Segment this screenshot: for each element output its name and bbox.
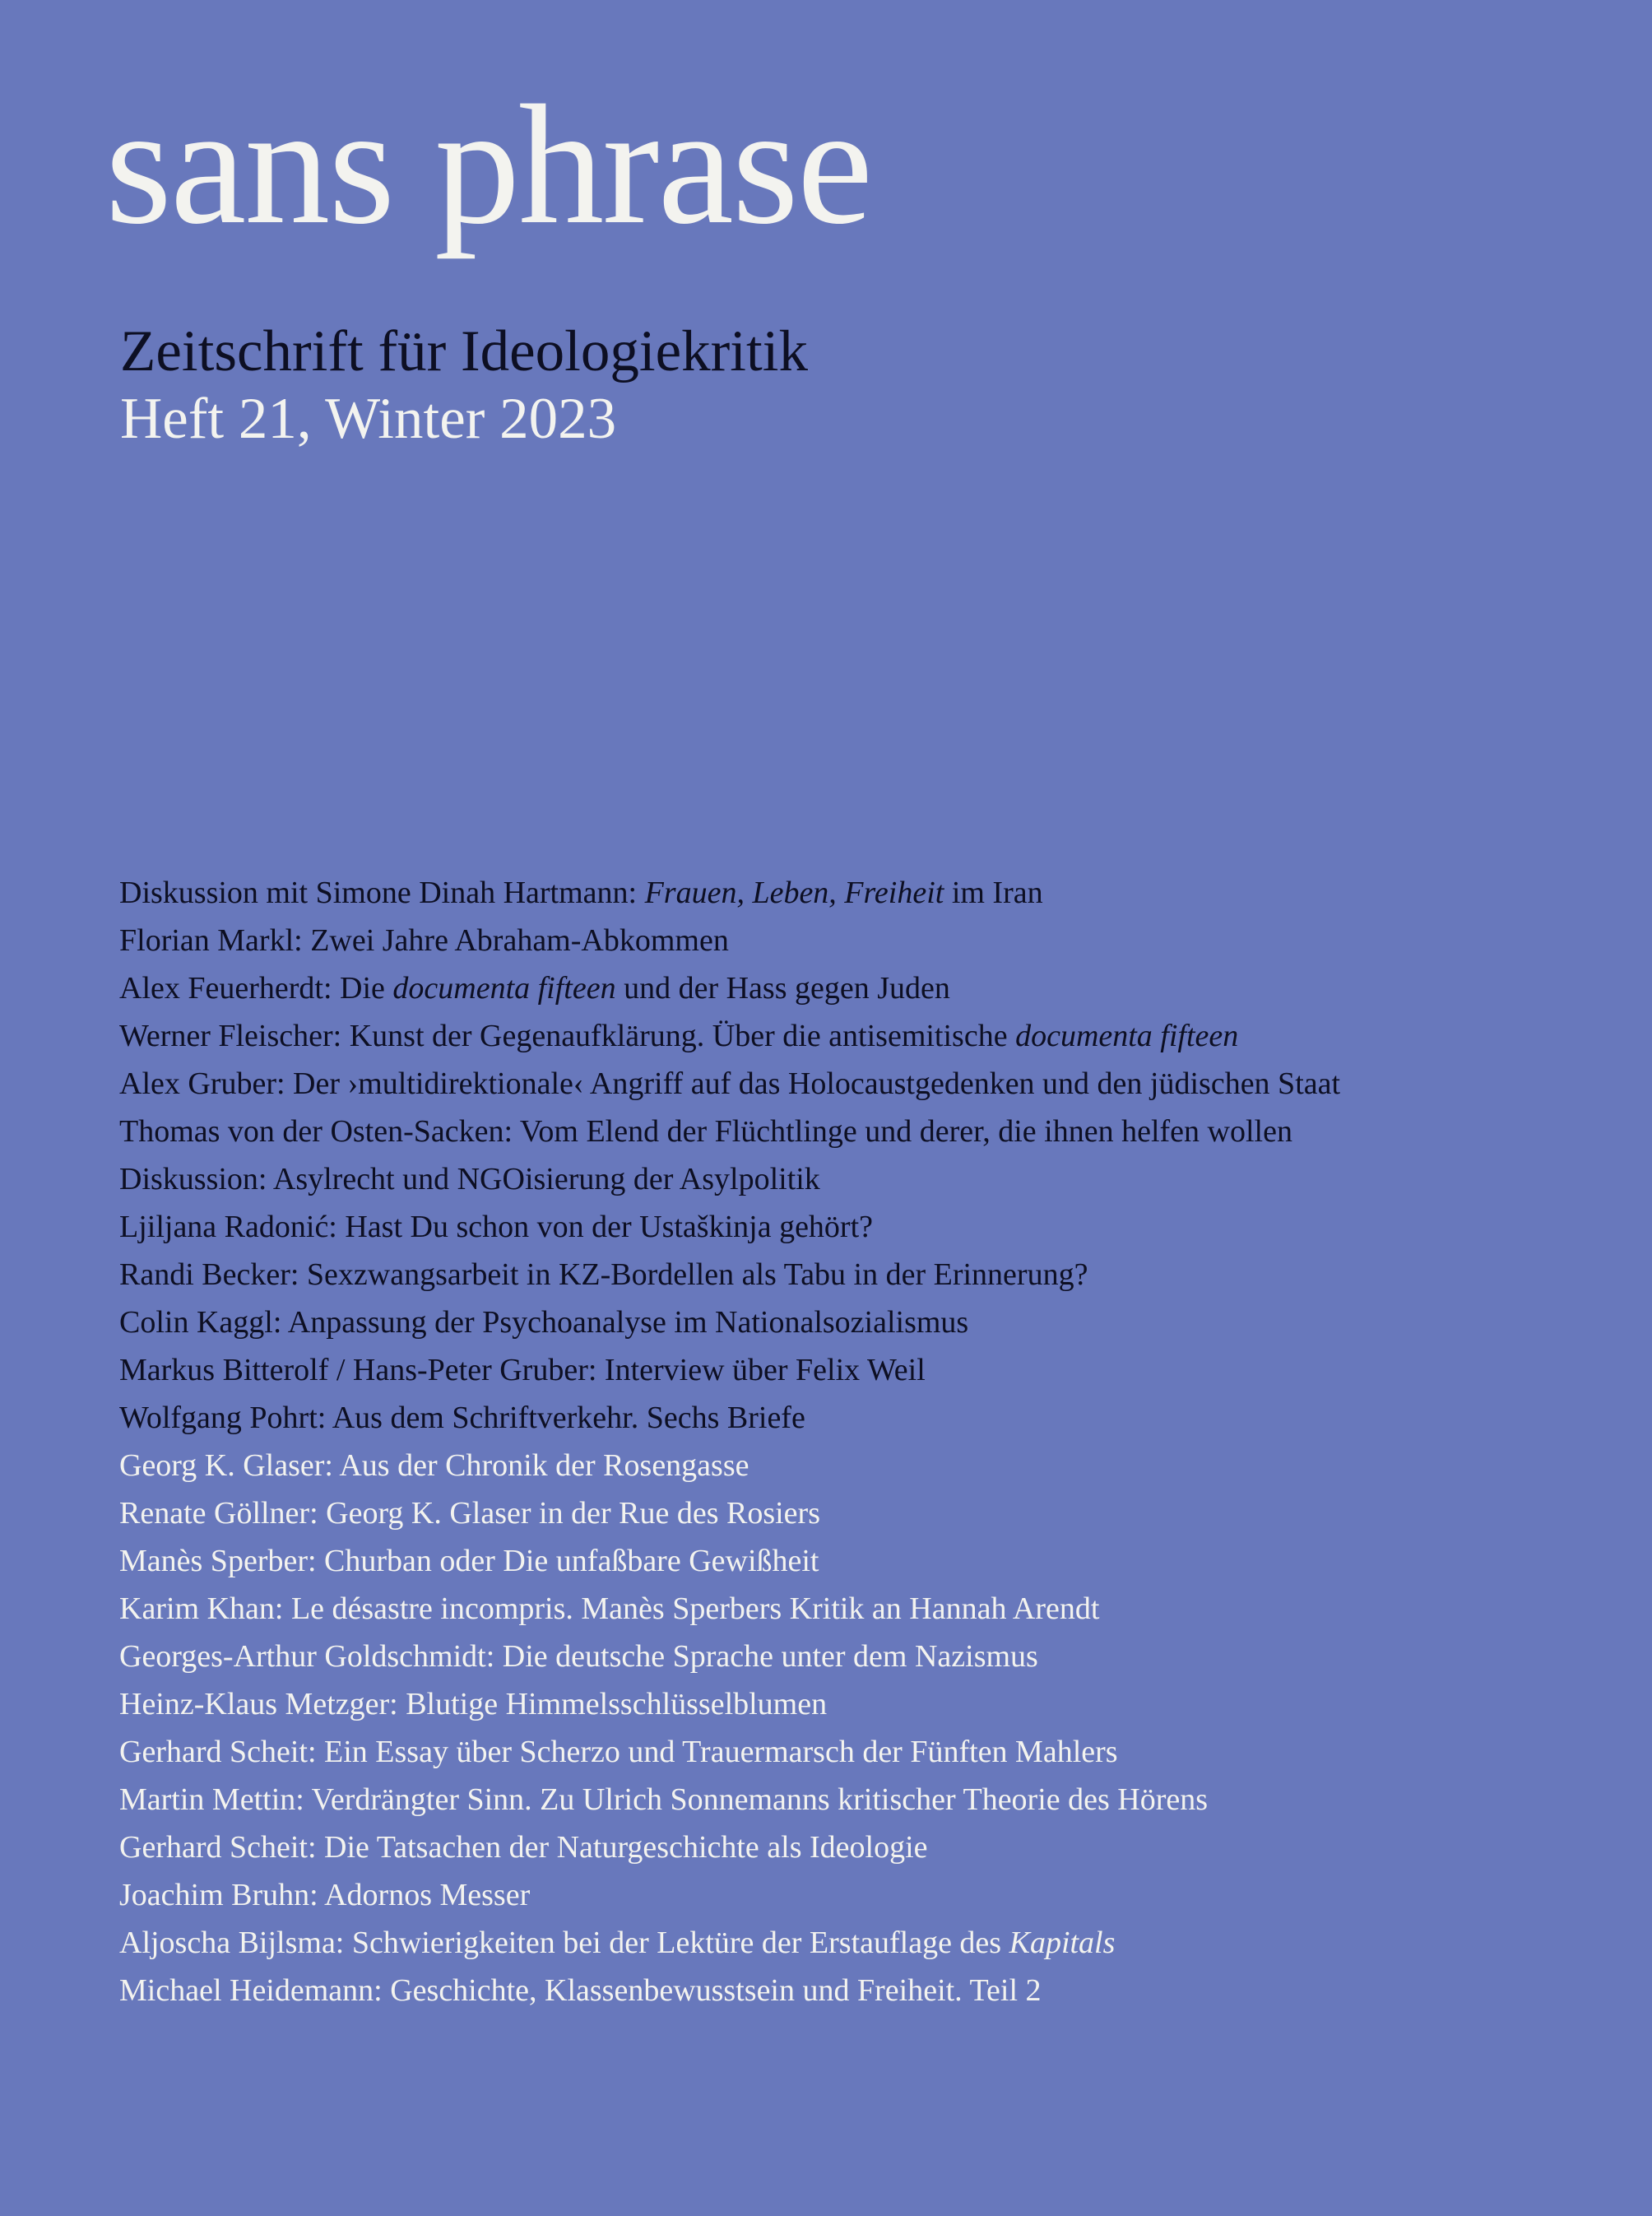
toc-item-text: Kapitals [1009, 1926, 1116, 1960]
toc-item [119, 917, 1340, 964]
toc-item [119, 1776, 1340, 1823]
toc-item [119, 1394, 1340, 1442]
toc-item-text: Randi Becker: Sexzwangsarbeit in KZ-Bordellen als Tabu in der Erinnerung? [119, 1257, 1088, 1292]
toc-item [119, 1251, 1340, 1298]
toc-item-text: Ljiljana Radonić: Hast Du schon von der Ustaškinja gehört? [119, 1210, 874, 1244]
toc-item [119, 1585, 1340, 1633]
toc-item [119, 1203, 1340, 1251]
toc-item-text: Diskussion mit Simone Dinah Hartmann: [119, 876, 645, 910]
toc-item-text: Colin Kaggl: Anpassung der Psychoanalyse im Nationalsozialismus [119, 1305, 969, 1340]
toc-item-text: documenta fifteen [1015, 1019, 1239, 1053]
toc-item-text: Joachim Bruhn: Adornos Messer [119, 1878, 531, 1912]
toc-item-text: Aljoscha Bijlsma: Schwierigkeiten bei der Lektüre der Erstauflage des [119, 1926, 1009, 1960]
toc-item [119, 1633, 1340, 1680]
toc-item [119, 1823, 1340, 1871]
toc-item-text: Gerhard Scheit: Ein Essay über Scherzo und Trauermarsch der Fünften Mahlers [119, 1735, 1118, 1769]
toc-item-text: Alex Feuerherdt: Die [119, 971, 393, 1006]
toc-item [119, 1346, 1340, 1394]
toc-item-text: Michael Heidemann: Geschichte, Klassenbewusstsein und Freiheit. Teil 2 [119, 1973, 1042, 2008]
toc-item [119, 1919, 1340, 1967]
toc-item-text: Frauen, Leben, Freiheit [644, 876, 944, 910]
toc-item-text: Martin Mettin: Verdrängter Sinn. Zu Ulrich Sonnemanns kritischer Theorie des Hörens [119, 1782, 1209, 1817]
journal-subtitle: Zeitschrift für Ideologiekritik [120, 319, 808, 383]
toc-item [119, 1298, 1340, 1346]
toc-item-text: documenta fifteen [392, 971, 616, 1006]
toc-item-text: Markus Bitterolf / Hans-Peter Gruber: Interview über Felix Weil [119, 1353, 926, 1387]
toc-item-text: im Iran [944, 876, 1043, 910]
toc-item [119, 1442, 1340, 1489]
toc-item-text: Florian Markl: Zwei Jahre Abraham-Abkommen [119, 923, 729, 958]
toc-item [119, 1537, 1340, 1585]
toc-item-text: Heinz-Klaus Metzger: Blutige Himmelsschlüsselblumen [119, 1687, 828, 1721]
toc-item-text: Wolfgang Pohrt: Aus dem Schriftverkehr. Sechs Briefe [119, 1401, 805, 1435]
toc-item-text: Gerhard Scheit: Die Tatsachen der Naturgeschichte als Ideologie [119, 1830, 928, 1865]
toc-item [119, 1967, 1340, 2014]
toc-item-text: Diskussion: Asylrecht und NGOisierung der Asylpolitik [119, 1162, 820, 1196]
toc-item [119, 1680, 1340, 1728]
toc-item [119, 1012, 1340, 1060]
issue-line: Heft 21, Winter 2023 [120, 387, 617, 451]
toc-item-text: Werner Fleischer: Kunst der Gegenaufklärung. Über die antisemitische [119, 1019, 1016, 1053]
toc-item [119, 964, 1340, 1012]
toc-item-text: Georg K. Glaser: Aus der Chronik der Rosengasse [119, 1448, 749, 1483]
toc-item-text: Georges-Arthur Goldschmidt: Die deutsche Sprache unter dem Nazismus [119, 1639, 1038, 1674]
toc-item-text: Renate Göllner: Georg K. Glaser in der Rue des Rosiers [119, 1496, 820, 1531]
toc-item-text: Karim Khan: Le désastre incompris. Manès Sperbers Kritik an Hannah Arendt [119, 1591, 1100, 1626]
toc-item [119, 1155, 1340, 1203]
toc-item [119, 1060, 1340, 1108]
toc-item-text: und der Hass gegen Juden [615, 971, 950, 1006]
toc-item [119, 869, 1340, 917]
toc-item-text: Thomas von der Osten-Sacken: Vom Elend der Flüchtlinge und derer, die ihnen helfen wollen [119, 1114, 1292, 1149]
table-of-contents [119, 869, 1340, 2014]
toc-item-text: Alex Gruber: Der ›multidirektionale‹ Angriff auf das Holocaustgedenken und den jüdischen Staat [119, 1066, 1341, 1101]
toc-item [119, 1728, 1340, 1776]
toc-item [119, 1489, 1340, 1537]
journal-title: sans phrase [105, 70, 872, 259]
masthead-subtitle-block [120, 318, 808, 453]
toc-item [119, 1108, 1340, 1155]
toc-item [119, 1871, 1340, 1919]
toc-item-text: Manès Sperber: Churban oder Die unfaßbare Gewißheit [119, 1544, 819, 1578]
